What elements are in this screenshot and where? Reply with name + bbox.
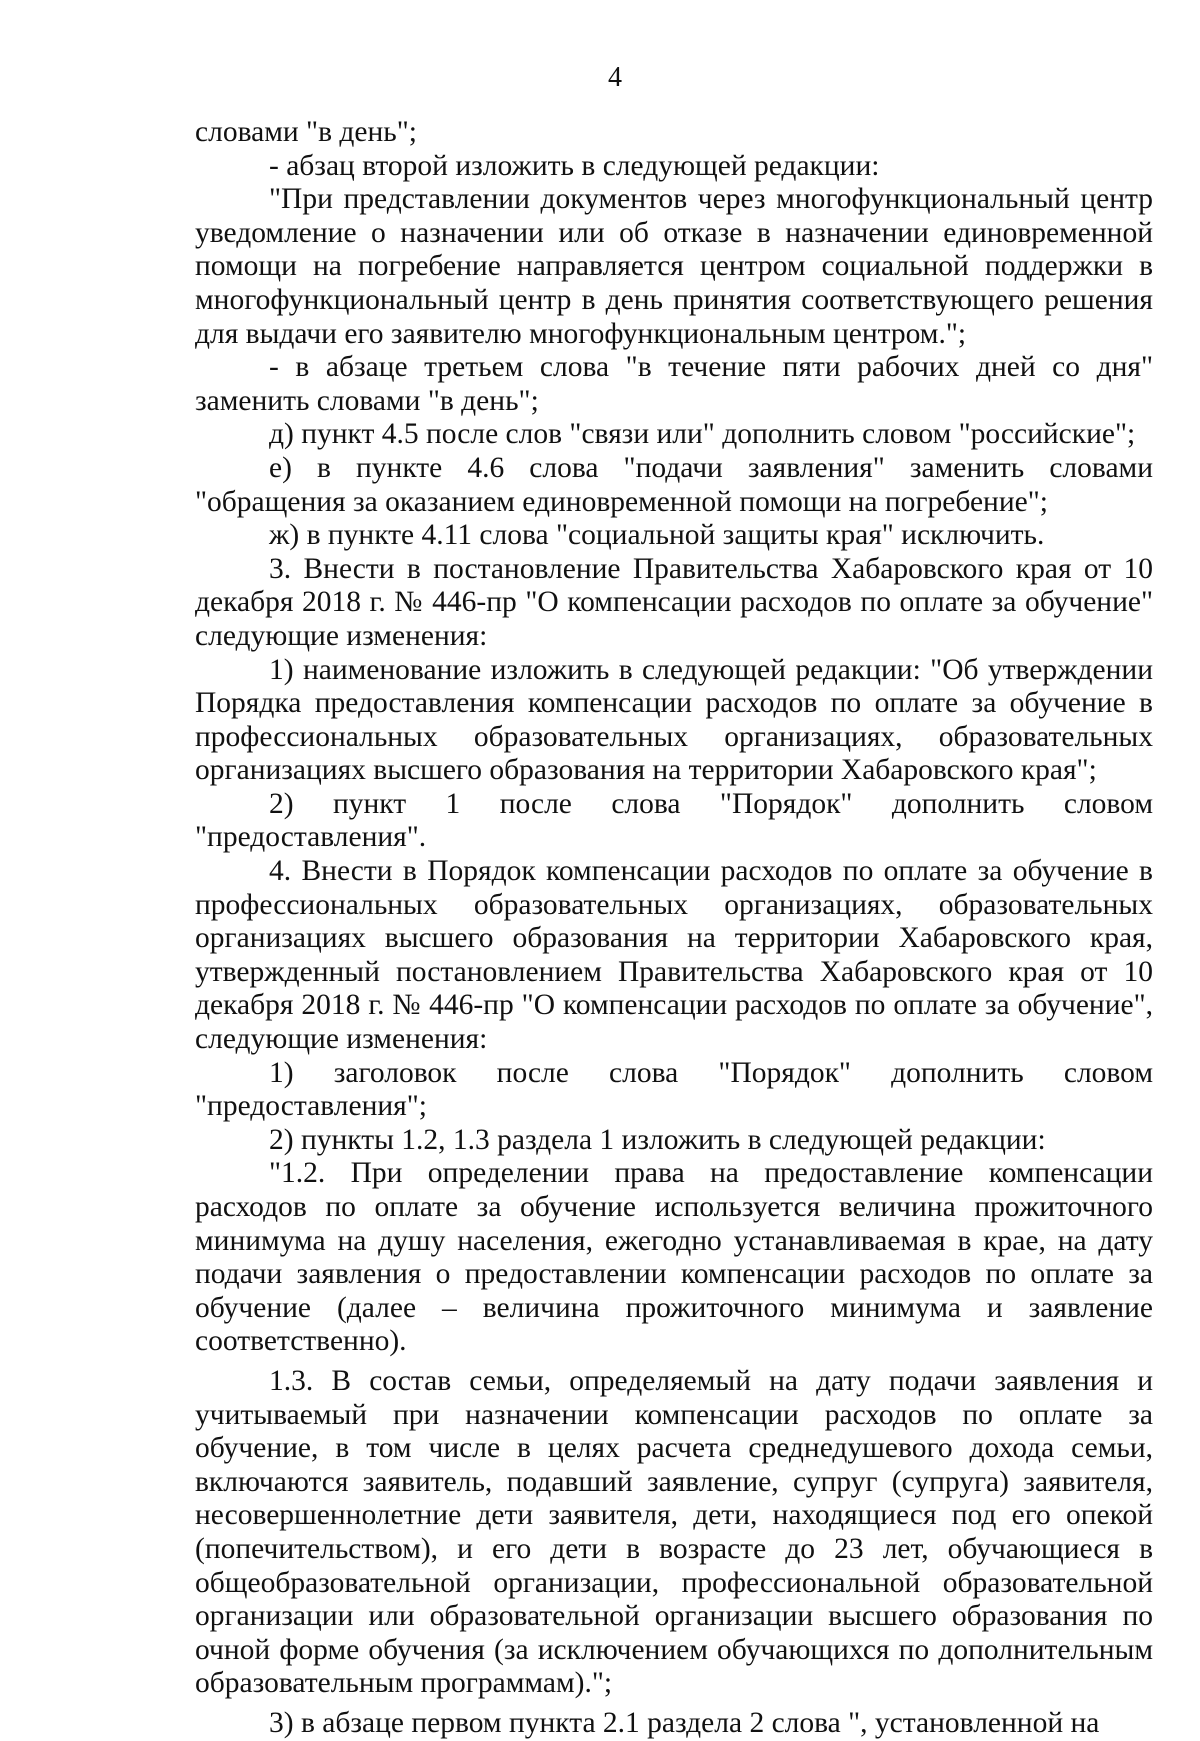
paragraph: 3. Внести в постановление Правительства Хабаровского края от 10 декабря 2018 г. № 446-пр "О компенсации расходов по оплате за обучение" следующие изменения: (195, 552, 1153, 652)
paragraph: - в абзаце третьем слова "в течение пяти рабочих дней со дня" заменить словами "в день"; (195, 351, 1153, 417)
paragraph: - абзац второй изложить в следующей редакции: (269, 149, 880, 182)
paragraph: "1.2. При определении права на предоставление компенсации расходов по оплате за обучение используется величина прожиточного минимума на душу населения, ежегодно устанавливаемая в крае, на дату подачи заявления о предоставлении компенсации расходов по оплате за обучение (далее – величина прожиточного минимума и заявление соответственно). (195, 1157, 1153, 1358)
paragraph: ж) в пункте 4.11 слова "социальной защиты края" исключить. (269, 519, 1045, 552)
paragraph: словами "в день"; (195, 116, 417, 148)
paragraph: е) в пункте 4.6 слова "подачи заявления" заменить словами "обращения за оказанием единовременной помощи на погребение"; (195, 451, 1153, 518)
paragraph: "При представлении документов через многофункциональный центр уведомление о назначении или об отказе в назначении единовременной помощи на погребение направляется центром социальной поддержки в многофункциональный центр в день принятия соответствующего решения для выдачи его заявителю многофункциональным центром."; (195, 183, 1153, 350)
paragraph: 2) пункты 1.2, 1.3 раздела 1 изложить в следующей редакции: (269, 1123, 1046, 1156)
paragraph: 1.3. В состав семьи, определяемый на дату подачи заявления и учитываемый при назначении компенсации расходов по оплате за обучение, в том числе в целях расчета среднедушевого дохода семьи, включаются заявитель, подавший заявление, супруг (супруга) заявителя, несовершеннолетние дети заявителя, дети, находящиеся под его опекой (попечительством), и его дети в возрасте до 23 лет, обучающиеся в общеобразовательной организации, профессиональной образовательной организации или образовательной организации высшего образования по очной форме обучения (за исключением обучающихся по дополнительным образовательным программам)."; (195, 1364, 1153, 1700)
paragraph: 1) наименование изложить в следующей редакции: "Об утверждении Порядка предоставления компенсации расходов по оплате за обучение в профессиональных образовательных организациях, образовательных организациях высшего образования на территории Хабаровского края"; (195, 653, 1153, 787)
paragraph: 4. Внести в Порядок компенсации расходов по оплате за обучение в профессиональных образовательных организациях, образовательных организациях высшего образования на территории Хабаровского края, утвержденный постановлением Правительства Хабаровского края от 10 декабря 2018 г. № 446-пр "О компенсации расходов по оплате за обучение", следующие изменения: (195, 855, 1153, 1056)
paragraph: 3) в абзаце первом пункта 2.1 раздела 2 слова ", установленной на (269, 1706, 1100, 1739)
paragraph: д) пункт 4.5 после слов "связи или" дополнить словом "российские"; (269, 418, 1136, 451)
paragraph: 2) пункт 1 после слова "Порядок" дополнить словом "предоставления". (195, 787, 1153, 854)
paragraph: 1) заголовок после слова "Порядок" дополнить словом "предоставления"; (195, 1056, 1153, 1123)
document-body (195, 116, 1153, 1741)
page-number: 4 (608, 62, 622, 93)
